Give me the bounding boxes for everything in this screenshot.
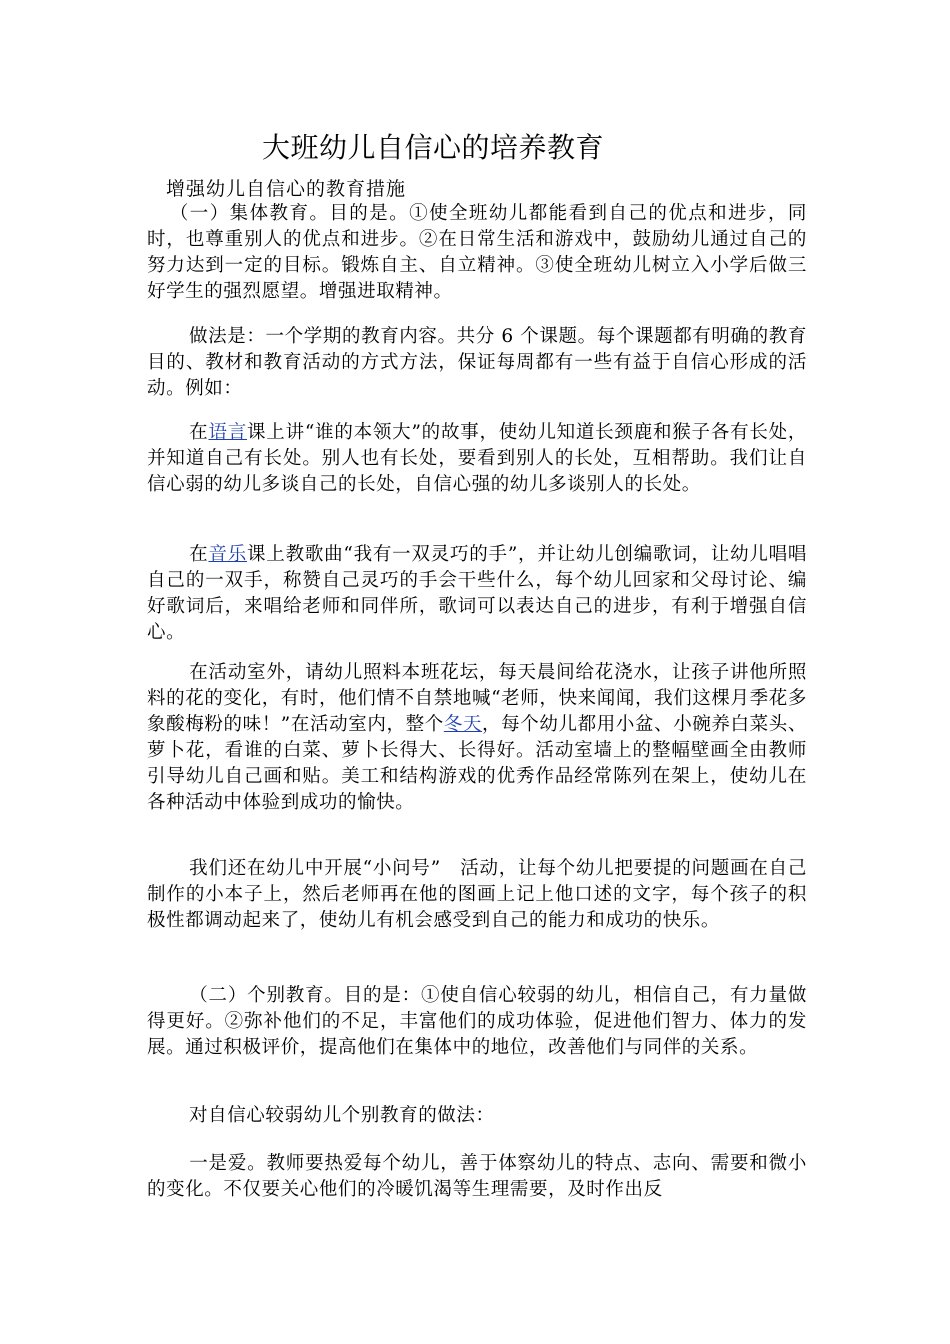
paragraph-text: 我们还在幼儿中开展“小问号” 活动，让每个幼儿把要提的问题画在自己制作的小本子上，然后老师再在他的图画上记上他口述的文字，每个孩子的积极性都调动起来了，使幼儿有机会感受到自己的能力和成功的快乐。 <box>147 858 807 931</box>
section-heading: 增强幼儿自信心的教育措施 <box>166 178 407 200</box>
paragraph-text: 课上教歌曲“我有一双灵巧的手”，并让幼儿创编歌词，让幼儿唱唱自己的一双手，称赞自己灵巧的手会干些什么，每个幼儿回家和父母讨论、编好歌词后，来唱给老师和同伴所，歌词可以表达自己的进步，有利于增强自信心。 <box>147 544 808 643</box>
document-title: 大班幼儿自信心的培养教育 <box>261 131 604 164</box>
paragraph-individual-education <box>147 983 807 1061</box>
paragraph-individual-method-heading <box>147 1103 807 1129</box>
paragraph-collective-education <box>147 201 807 305</box>
paragraph-text: （二）个别教育。目的是：①使自信心较弱的幼儿，相信自己，有力量做得更好。②弥补他们的不足，丰富他们的成功体验，促进他们智力、体力的发展。通过积极评价，提高他们在集体中的地位，改善他们与同伴的关系。 <box>147 985 807 1058</box>
paragraph-text: ，每个幼儿都用小盆、小碗养白菜头、萝卜花，看谁的白菜、萝卜长得大、长得好。活动室墙上的整幅壁画全由教师引导幼儿自己画和贴。美工和结构游戏的优秀作品经常陈列在架上，使幼儿在各种活动中体验到成功的愉快。 <box>147 714 807 813</box>
paragraph-text: 对自信心较弱幼儿个别教育的做法： <box>189 1105 495 1126</box>
paragraph-text: （一）集体教育。目的是。①使全班幼儿都能看到自己的优点和进步，同时，也尊重别人的优点和进步。②在日常生活和游戏中，鼓励幼儿通过自己的努力达到一定的目标。锻炼自主、自立精神。③使全班幼儿树立入小学后做三好学生的强烈愿望。增强进取精神。 <box>147 203 807 302</box>
paragraph-activity-room <box>147 660 807 816</box>
language-link[interactable]: 语言 <box>208 422 248 443</box>
paragraph-text: 一是爱。教师要热爱每个幼儿，善于体察幼儿的特点、志向、需要和微小的变化。不仅要关心他们的冷暖饥渴等生理需要，及时作出反 <box>147 1153 807 1200</box>
paragraph-text: 课上讲“谁的本领大”的故事，使幼儿知道长颈鹿和猴子各有长处，并知道自己有长处。别人也有长处，要看到别人的长处，互相帮助。我们让自信心弱的幼儿多谈自己的长处，自信心强的幼儿多谈别人的长处。 <box>147 422 808 495</box>
winter-link[interactable]: 冬天 <box>443 714 483 735</box>
paragraph-text: 做法是：一个学期的教育内容。共分 6 个课题。每个课题都有明确的教育目的、教材和教育活动的方式方法，保证每周都有一些有益于自信心形成的活动。例如： <box>147 326 807 399</box>
paragraph-question-mark-activity <box>147 856 807 934</box>
paragraph-text: 在 <box>189 422 209 443</box>
paragraph-language-class <box>147 420 807 498</box>
music-link[interactable]: 音乐 <box>208 544 248 565</box>
paragraph-text: 在 <box>189 544 209 565</box>
paragraph-method <box>147 324 807 402</box>
paragraph-text: 在活动室外，请幼儿照料本班花坛，每天晨间给花浇水，让孩子讲他所照料的花的变化，有时，他们情不自禁地喊“老师，快来闻闻，我们这棵月季花多象酸梅粉的味！”在活动室内，整个 <box>147 662 807 735</box>
paragraph-music-class <box>147 542 807 646</box>
paragraph-love <box>147 1151 807 1203</box>
